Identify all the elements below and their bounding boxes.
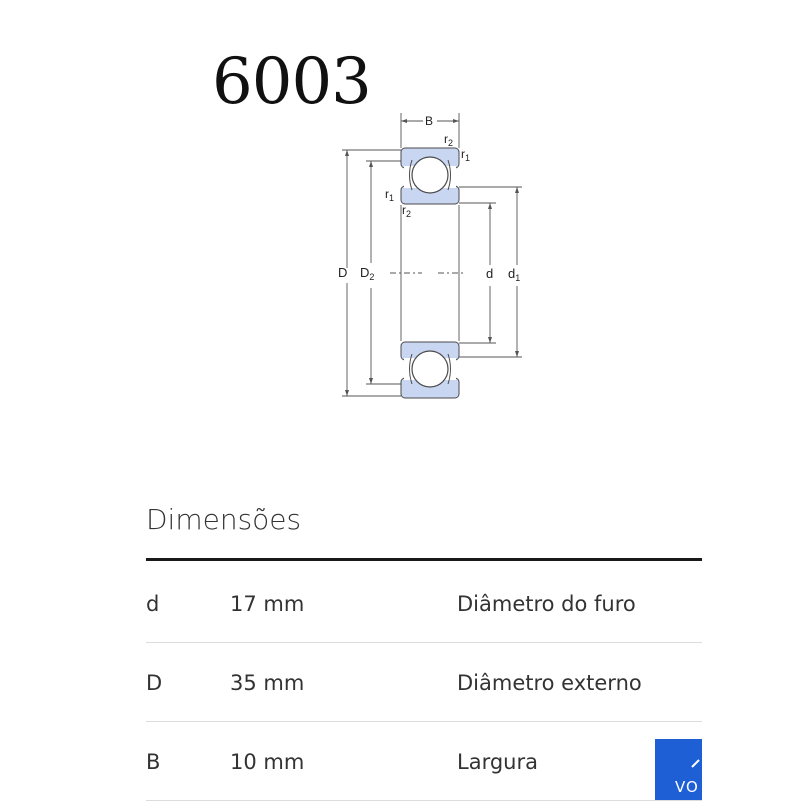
ball-upper: [412, 157, 448, 193]
label-d1: $d_1$: [508, 266, 521, 283]
dimension-symbol: d: [146, 592, 160, 616]
label-d: d: [486, 266, 494, 281]
label-r2-inner: $r_2$: [402, 203, 412, 219]
arrow-icon: [691, 757, 702, 769]
label-r2-top: $r_2$: [444, 132, 454, 148]
dimension-value: 35 mm: [230, 671, 305, 695]
dimension-symbol: D: [146, 671, 163, 695]
product-designation: 6003: [212, 45, 371, 119]
label-B: B: [425, 114, 434, 128]
table-row: [146, 643, 702, 722]
dimension-value: 10 mm: [230, 750, 305, 774]
ball-lower: [412, 351, 448, 387]
label-D: D: [338, 265, 348, 280]
bearing-cross-section-drawing: [330, 108, 530, 408]
dimension-description: Diâmetro externo: [457, 671, 642, 695]
feedback-tab-label: VO: [675, 778, 699, 796]
table-row: [146, 722, 702, 801]
dimension-value: 17 mm: [230, 592, 305, 616]
heading-divider: [146, 558, 702, 561]
feedback-tab-button[interactable]: [655, 739, 702, 800]
lower-bearing-section: [401, 342, 459, 398]
label-r1-inner: $r_1$: [385, 187, 395, 203]
dimensions-table: [146, 564, 702, 801]
upper-bearing-section: [401, 148, 459, 204]
label-r1-top: $r_1$: [461, 147, 471, 163]
dimension-symbol: B: [146, 750, 161, 774]
label-D2: $D_2$: [360, 265, 375, 282]
dimension-description: Largura: [457, 750, 538, 774]
dimensions-heading: Dimensões: [146, 503, 302, 536]
table-row: [146, 564, 702, 643]
dimension-description: Diâmetro do furo: [457, 592, 636, 616]
